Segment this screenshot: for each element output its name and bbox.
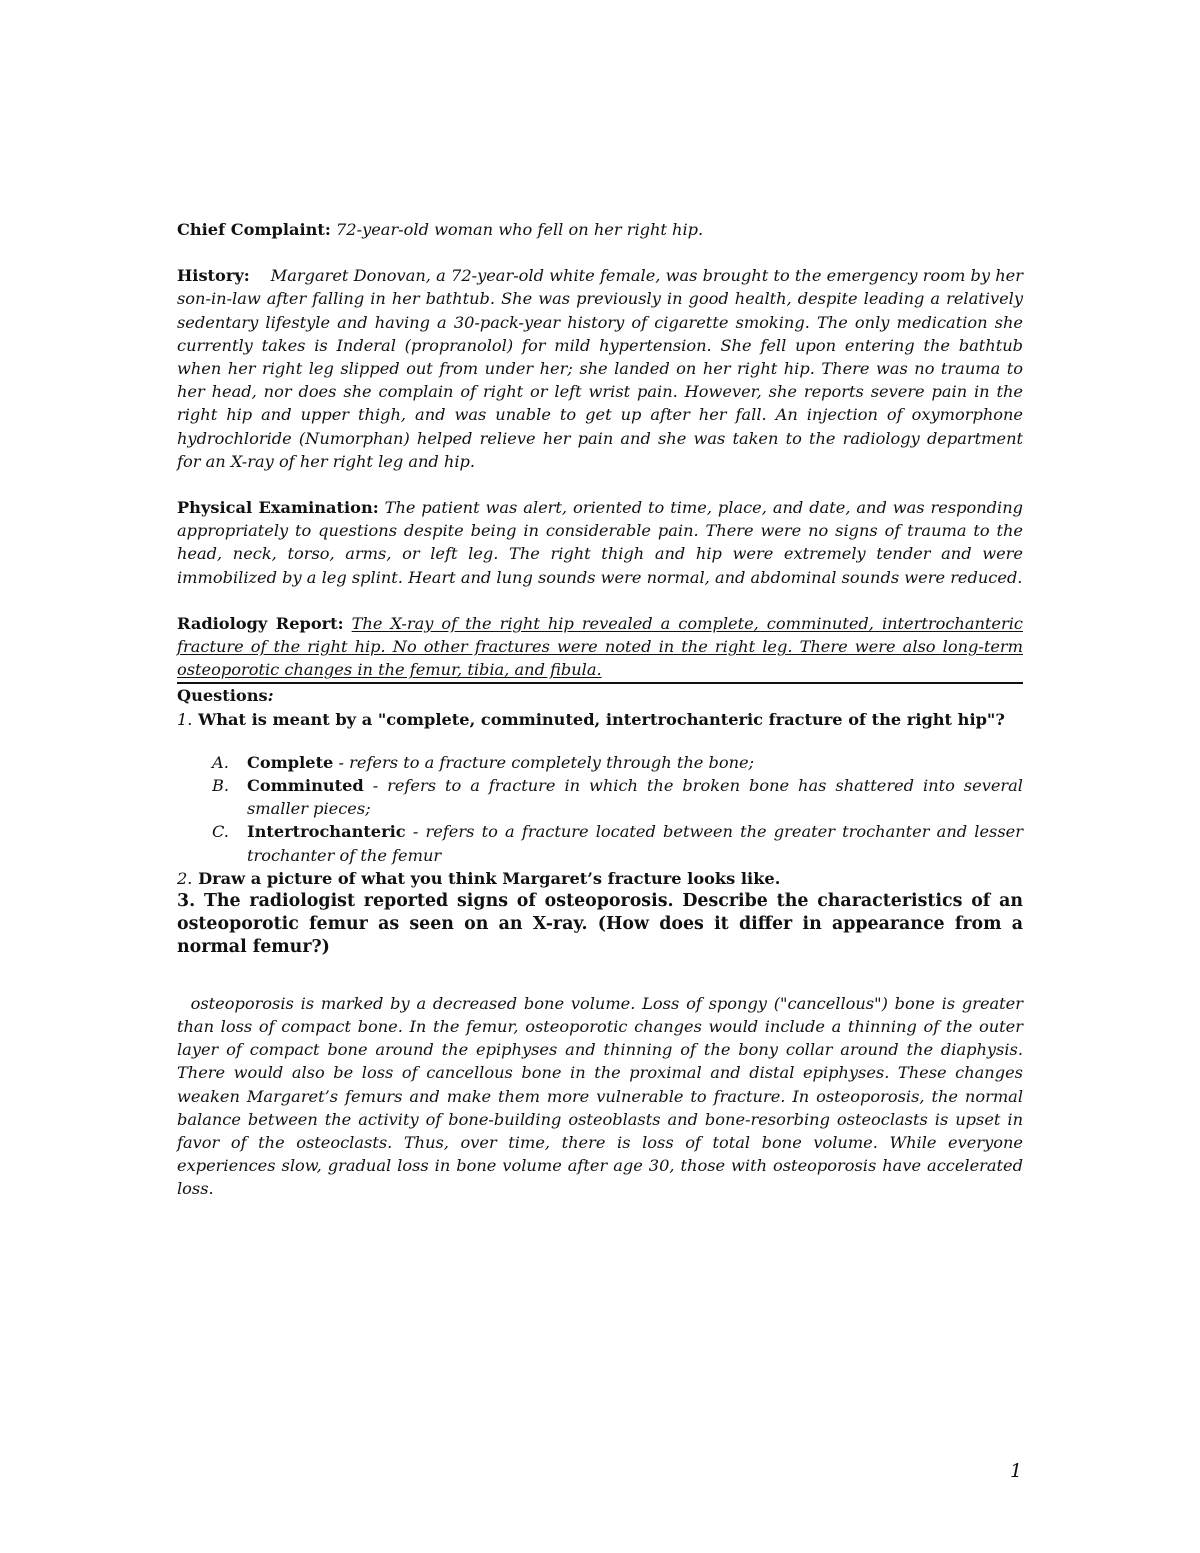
answer-item	[177, 751, 1023, 774]
answer-marker: A.	[212, 752, 229, 772]
case-study-page	[177, 218, 1023, 1201]
chief-complaint-label: Chief Complaint:	[177, 220, 331, 239]
answer-item	[177, 774, 1023, 820]
answer-definition: - refers to a fracture located between the greater trochanter and lesser trochanter of the femur	[247, 822, 1023, 865]
answer-term: Intertrochanteric	[247, 822, 406, 842]
answer-marker: C.	[212, 822, 229, 842]
physical-exam-paragraph	[177, 496, 1023, 589]
radiology-report-label: Radiology Report:	[177, 613, 344, 633]
answer-marker: B.	[212, 776, 230, 796]
history-text: Margaret Donovan, a 72-year-old white female, was brought to the emergency room by her son-in-law after falling in her bathtub. She was previously in good health, despite leading a relatively sedentary lifestyle and having a 30-pack-year history of cigarette smoking. The only medication she currently takes is Inderal (propranolol) for mild hypertension. She fell upon entering the bathtub when her right leg slipped out from under her; she landed on her right hip. There was no trauma to her head, nor does she complain of right or left wrist pain. However, she reports severe pain in the right hip and upper thigh, and was unable to get up after her fall. An injection of oxymorphone hydrochloride (Numorphan) helped relieve her pain and she was taken to the radiology department for an X-ray of her right leg and hip.	[177, 266, 1023, 471]
question-3-answer	[177, 992, 1023, 1201]
question-2-text: Draw a picture of what you think Margaret’s fracture looks like.	[198, 868, 781, 888]
question-1-text: What is meant by a "complete, comminuted, intertrochanteric fracture of the right hip"?	[198, 709, 1005, 729]
question-2-number: 2.	[177, 868, 193, 888]
answer-definition: - refers to a fracture completely through the bone;	[333, 752, 755, 772]
radiology-report-paragraph	[177, 612, 1023, 685]
chief-complaint-paragraph	[177, 218, 1023, 241]
answer-term: Complete	[247, 752, 334, 772]
question-1	[177, 708, 1023, 731]
questions-heading	[177, 684, 1023, 707]
physical-exam-label: Physical Examination:	[177, 498, 379, 518]
physical-exam-text: The patient was alert, oriented to time, place, and date, and was responding appropriately to questions despite being in considerable pain. There were no signs of trauma to the head, neck, torso, arms, or left leg. The right thigh and hip were extremely tender and were immobilized by a leg splint. Heart and lung sounds were normal, and abdominal sounds were reduced.	[177, 498, 1023, 587]
question-1-answers	[177, 751, 1023, 867]
answer-item	[177, 820, 1023, 866]
question-3: 3. The radiologist reported signs of osteoporosis. Describe the characteristics of an osteoporotic femur as seen on an X-ray. (How does it differ in appearance from a normal femur?)	[177, 891, 1023, 958]
questions-heading-colon: :	[267, 686, 274, 706]
question-2	[177, 867, 1023, 890]
chief-complaint-text: 72-year-old woman who fell on her right hip.	[336, 220, 704, 239]
answer-term: Comminuted	[247, 776, 364, 796]
history-paragraph	[177, 264, 1023, 473]
question-3-answer-text: osteoporosis is marked by a decreased bone volume. Loss of spongy ("cancellous") bone is greater than loss of compact bone. In the femur, osteoporotic changes would include a thinning of the outer layer of compact bone around the epiphyses and thinning of the bony collar around the diaphysis. There would also be loss of cancellous bone in the proximal and distal epiphyses. These changes weaken Margaret’s femurs and make them more vulnerable to fracture. In osteoporosis, the normal balance between the activity of bone-building osteoblasts and bone-resorbing osteoclasts is upset in favor of the osteoclasts. Thus, over time, there is loss of total bone volume. While everyone experiences slow, gradual loss in bone volume after age 30, those with osteoporosis have accelerated loss.	[177, 993, 1023, 1199]
questions-heading-label: Questions	[177, 686, 268, 706]
question-1-number: 1.	[177, 709, 193, 729]
answer-definition: - refers to a fracture in which the broken bone has shattered into several smaller pieces;	[247, 776, 1023, 819]
page-number: 1	[1010, 1460, 1023, 1482]
radiology-report-text: The X-ray of the right hip revealed a complete, comminuted, intertrochanteric fracture of the right hip. No other fractures were noted in the right leg. There were also long-term osteoporotic changes in the femur, tibia, and fibula.	[177, 613, 1023, 680]
history-label: History:	[177, 266, 250, 286]
